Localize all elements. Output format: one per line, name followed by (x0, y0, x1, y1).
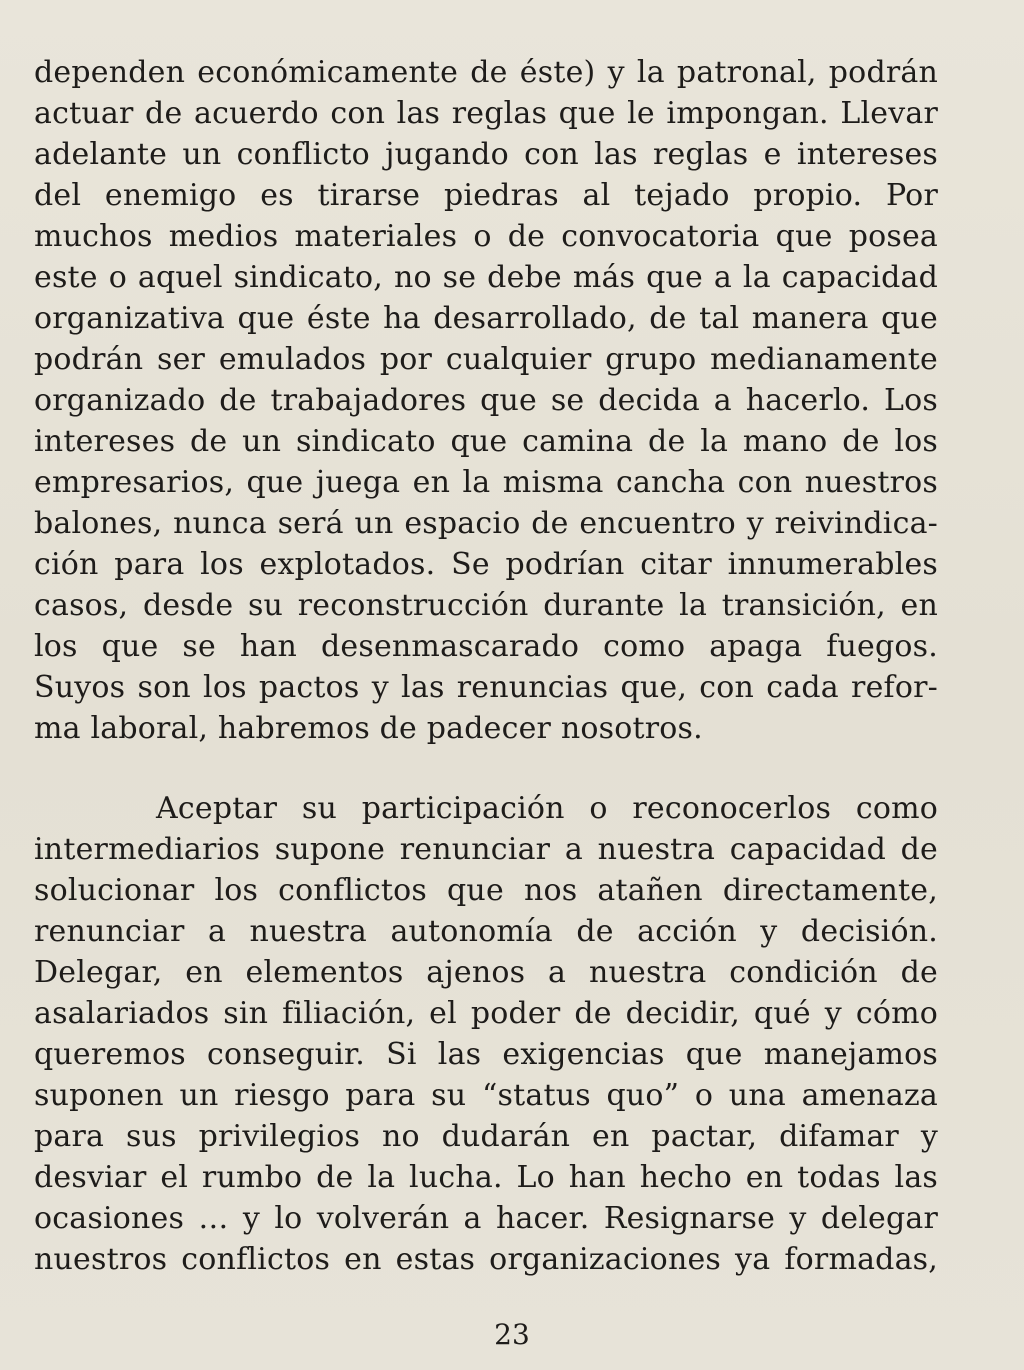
text-line: ma laboral, habremos de padecer nosotros. (34, 711, 703, 746)
text-line: ción para los explotados. Se podrían citar innumerables (34, 547, 938, 582)
paragraph-1 (34, 52, 938, 749)
text-line: ocasiones … y lo volverán a hacer. Resignarse y delegar (34, 1201, 938, 1236)
text-line: los que se han desenmascarado como apaga fuegos. (34, 629, 938, 664)
text-line: del enemigo es tirarse piedras al tejado propio. Por (34, 178, 938, 213)
text-line: suponen un riesgo para su “status quo” o una amenaza (34, 1078, 938, 1113)
text-line: solucionar los conflictos que nos atañen directamente, (34, 873, 938, 908)
text-line-indented: Aceptar su participación o reconocerlos como (156, 791, 938, 826)
paragraph-2 (34, 788, 938, 1280)
text-line: adelante un conflicto jugando con las reglas e intereses (34, 137, 938, 172)
text-line: empresarios, que juega en la misma cancha con nuestros (34, 465, 938, 500)
text-line: nuestros conflictos en estas organizaciones ya formadas, (34, 1242, 938, 1277)
text-line: renunciar a nuestra autonomía de acción y decisión. (34, 914, 938, 949)
text-line: intereses de un sindicato que camina de la mano de los (34, 424, 938, 459)
text-line: Suyos son los pactos y las renuncias que, con cada refor- (34, 670, 938, 705)
text-line: actuar de acuerdo con las reglas que le impongan. Llevar (34, 96, 938, 131)
text-line: desviar el rumbo de la lucha. Lo han hecho en todas las (34, 1160, 938, 1195)
text-line: intermediarios supone renunciar a nuestra capacidad de (34, 832, 938, 867)
text-line: organizado de trabajadores que se decida a hacerlo. Los (34, 383, 938, 418)
text-line: queremos conseguir. Si las exigencias que manejamos (34, 1037, 938, 1072)
text-line: organizativa que éste ha desarrollado, de tal manera que (34, 301, 938, 336)
text-line: dependen económicamente de éste) y la patronal, podrán (34, 55, 938, 90)
text-line: asalariados sin filiación, el poder de decidir, qué y cómo (34, 996, 938, 1031)
text-line: casos, desde su reconstrucción durante la transición, en (34, 588, 938, 623)
text-line: podrán ser emulados por cualquier grupo medianamente (34, 342, 938, 377)
text-line: muchos medios materiales o de convocatoria que posea (34, 219, 938, 254)
page-number: 23 (494, 1318, 530, 1351)
text-line: Delegar, en elementos ajenos a nuestra condición de (34, 955, 938, 990)
text-line: para sus privilegios no dudarán en pactar, difamar y (34, 1119, 938, 1154)
text-line: balones, nunca será un espacio de encuentro y reivindica- (34, 506, 938, 541)
text-line: este o aquel sindicato, no se debe más que a la capacidad (34, 260, 938, 295)
